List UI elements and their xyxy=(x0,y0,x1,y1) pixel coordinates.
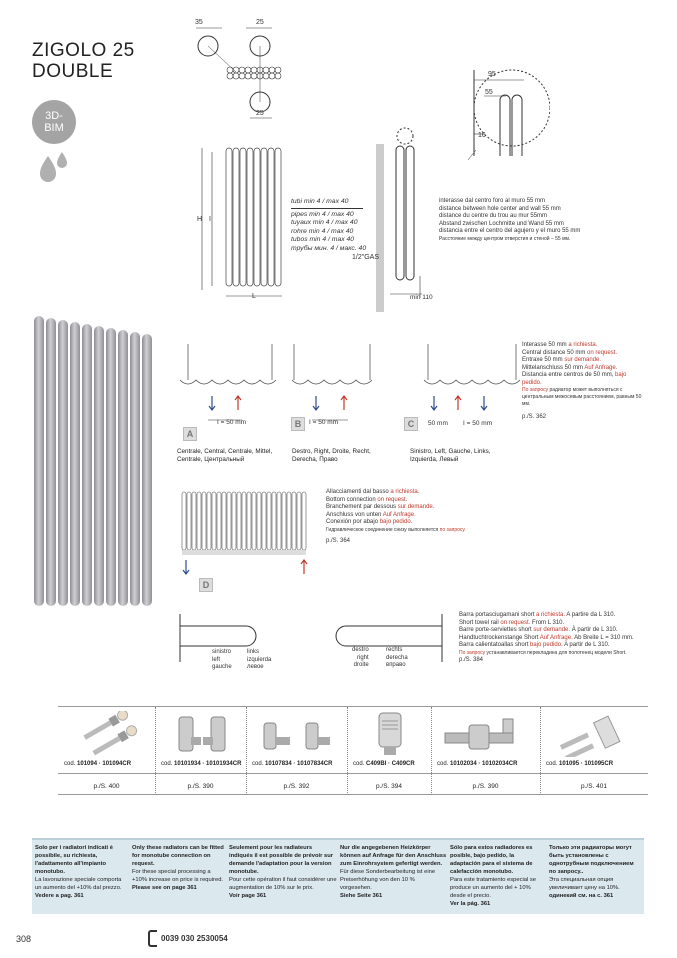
config-b-text: Destro, Right, Droite, Recht, Derecha, Право xyxy=(292,448,371,463)
interasse-line: distancia entre el centro del agujero y el muro 55 mm xyxy=(439,228,581,234)
note-es xyxy=(450,844,545,908)
towel-left-labels xyxy=(212,649,232,672)
product-ref: p./S. 394 xyxy=(375,783,403,790)
rail-label: вправо xyxy=(386,662,406,668)
dim-95: 95 xyxy=(488,71,496,78)
note-line: Entraxe 50 mm xyxy=(522,357,565,363)
rail-line-b: A partir de L 310. xyxy=(562,642,610,648)
connection-diagram-c xyxy=(422,340,522,430)
rail-label: левое xyxy=(247,664,264,670)
label-a: A xyxy=(183,427,197,441)
towel-left-labels-2 xyxy=(247,649,271,672)
rail-label: izquierda xyxy=(247,656,272,663)
note-text: For these special processing a +10% increase on price is required. xyxy=(132,869,224,883)
rail-label: right xyxy=(357,654,369,661)
min110-label: min 110 xyxy=(410,294,433,301)
note-bold: Nur die angegebenen Heizkörper können auf Anfrage für den Anschluss zum Einrohrsystem gefertigt werden. xyxy=(340,845,447,867)
d-line-red: a richiesta. xyxy=(390,489,420,495)
rail-line-red: По запросу xyxy=(459,649,486,656)
note-line: Interasse 50 mm xyxy=(522,342,569,348)
product-ref: p./S. 392 xyxy=(283,783,310,790)
product-ref: p./S. 400 xyxy=(93,783,120,790)
product-code: 101094 · 101094CR xyxy=(77,761,132,767)
dim-c2: I = 50 mm xyxy=(463,420,493,427)
tubes-line: tubos min 4 / max 40 xyxy=(291,236,355,243)
products-table xyxy=(58,706,648,795)
phone-text: 0039 030 2530054 xyxy=(161,934,228,943)
note-line: Mittelanschluss 50 mm xyxy=(522,364,585,371)
cod-prefix: cod. xyxy=(353,761,367,767)
d-ref: p./S. 364 xyxy=(326,538,351,544)
note-line-red: on request. xyxy=(587,349,618,356)
product-cell[interactable] xyxy=(58,707,156,795)
tubes-list xyxy=(291,198,366,253)
d-line: Allacciamenti dal basso xyxy=(326,489,391,495)
d-line-red: sur demande. xyxy=(397,504,435,510)
rail-line-b: устанавливается перекладина для полотенец модели Short. xyxy=(485,649,627,656)
page-title xyxy=(32,40,135,82)
interasse-line: distance du centre du trou au mur 55mm xyxy=(439,213,548,219)
note-ref: Siehe Seite 361 xyxy=(340,893,383,899)
note-text: La lavorazione speciale comporta un aumento del +10% dal prezzo. xyxy=(35,877,122,891)
note-ref: p./S. 362 xyxy=(522,414,547,420)
tubes-line: трубы мин. 4 / макс. 40 xyxy=(291,244,367,252)
product-ref: p./S. 401 xyxy=(580,783,608,790)
rail-label: destro xyxy=(352,647,369,653)
3d-bim-badge[interactable] xyxy=(32,100,76,144)
rail-line: Handtuchtrockenstange Short xyxy=(459,634,540,641)
towel-right-labels xyxy=(352,647,369,670)
product-cell[interactable] xyxy=(155,707,247,795)
note-bold: Only these radiators can be fitted for monotube connection on request. xyxy=(132,845,224,867)
rail-label: rechts xyxy=(386,647,403,653)
note-line-red: pedido. xyxy=(522,379,542,386)
rail-label: links xyxy=(247,649,260,655)
dim-16: 16 xyxy=(478,132,486,139)
note-text: Эта специальная опция увеличивает цену на 10%. xyxy=(549,877,620,891)
rail-line-b: From L 310. xyxy=(530,619,565,626)
phone-icon xyxy=(148,930,157,947)
config-c-text: Sinistro, Left, Gauche, Links, Izquierda, Левый xyxy=(410,448,491,463)
d-line: Anschluss von unten xyxy=(326,511,383,518)
d-line: Bottom connection xyxy=(326,496,378,503)
note-line-red: a richiesta. xyxy=(568,342,598,348)
product-code: 10102034 · 10102034CR xyxy=(450,761,518,767)
title-line-1: ZIGOLO 25 xyxy=(32,40,135,61)
water-drops-icon xyxy=(36,150,70,189)
cod-prefix: cod. xyxy=(64,761,78,767)
note-line-red: bajo xyxy=(615,372,627,378)
side-section-diagram xyxy=(376,126,436,316)
rail-line-b: A partire da L 310. xyxy=(565,612,616,618)
dim-I: I xyxy=(209,216,211,223)
note-line-red: По запросу xyxy=(522,387,549,393)
d-line-red: Auf Anfrage. xyxy=(382,511,416,518)
tubes-line: tubi min 4 / max 40 xyxy=(291,198,349,205)
note-ref: Please see on page 361 xyxy=(132,885,197,891)
dim-35: 35 xyxy=(195,19,203,26)
rail-line-b: À partir de L 310. xyxy=(570,627,618,633)
rail-line-red: sur demande. xyxy=(533,627,571,633)
note-line: Distancia entre centros de 50 mm, xyxy=(522,372,616,378)
d-line-red: bajo pedido. xyxy=(379,519,413,525)
product-cell[interactable] xyxy=(540,707,648,795)
product-code: C409BI · C409CR xyxy=(366,761,415,767)
phone-number[interactable] xyxy=(148,930,228,947)
dim-25b: 25 xyxy=(256,110,264,117)
note-ref: Vedere a pag. 361 xyxy=(35,893,84,899)
rail-label: derecha xyxy=(386,654,408,661)
rail-line-red: a richiesta. xyxy=(536,612,566,618)
note-line-red: Auf Anfrage. xyxy=(584,364,618,371)
note-line-red: sur demande. xyxy=(564,357,602,363)
note-it xyxy=(35,844,127,900)
product-cell[interactable] xyxy=(431,707,541,795)
towel-right-labels-2 xyxy=(386,647,408,670)
central-distance-note xyxy=(522,342,644,422)
product-ref: p./S. 390 xyxy=(187,783,214,790)
cod-prefix: cod. xyxy=(546,761,560,767)
tubes-line: pipes min 4 / max 40 xyxy=(291,210,354,218)
cod-prefix: cod. xyxy=(437,761,451,767)
dim-L: L xyxy=(252,293,256,300)
note-bold: Solo per i radiatori indicati è possibile, su richiesta, l'adattamento all'impianto monotubo. xyxy=(35,845,113,875)
rail-line: Barre porte-serviettes short xyxy=(459,627,534,633)
note-line: радиатор может выполняться с центральным межосевым расстоянием, равным 50 мм. xyxy=(522,387,642,407)
rail-line-b: Ab Breite L = 310 mm. xyxy=(572,634,634,641)
product-image xyxy=(78,711,138,757)
product-image xyxy=(375,711,405,759)
tubes-divider xyxy=(291,208,363,209)
product-image xyxy=(173,711,233,757)
product-code: 10101934 · 10101934CR xyxy=(174,761,242,767)
tubes-line: rohre min 4 / max 40 xyxy=(291,227,354,235)
interasse-line: interasse dal centro foro al muro 55 mm xyxy=(439,198,546,204)
label-c: C xyxy=(404,417,418,431)
radiator-image xyxy=(30,312,160,612)
label-d: D xyxy=(199,578,213,592)
tubes-line: tuyaux min 4 / max 40 xyxy=(291,219,358,226)
d-line: Branchement par dessous xyxy=(326,504,398,510)
rail-line-red: on request. xyxy=(500,619,531,626)
d-line-red: on request. xyxy=(377,496,408,503)
note-ref: одинекий см. на с. 361 xyxy=(549,893,614,899)
note-fr xyxy=(229,844,337,900)
interasse-line: distance between hole center and wall 55 mm xyxy=(439,205,561,212)
rail-line-red: Auf Anfrage. xyxy=(539,634,573,641)
rail-label: left xyxy=(212,656,221,663)
dim-c1: 50 mm xyxy=(428,420,448,427)
product-image xyxy=(441,711,531,757)
dim-b: I = 50 mm xyxy=(309,419,339,426)
note-bold: Seulement pour les radiateurs indiqués il est possible de prévoir sur demande l'adaptation pour la version monotube. xyxy=(229,845,334,875)
product-cell[interactable] xyxy=(246,707,348,795)
d-line: Гидравлическое соединение снизу выполняется xyxy=(326,526,440,533)
product-code: 10107834 · 10107834CR xyxy=(265,761,333,767)
cod-prefix: cod. xyxy=(252,761,266,767)
plan-diagram xyxy=(186,14,296,126)
page-number: 308 xyxy=(16,934,32,944)
d-line-red: по запросу. xyxy=(439,526,466,533)
note-text: Para este tratamiento especial se produce un aumento del + 10% desde el precio. xyxy=(450,877,537,899)
d-line: Conexión por abajo xyxy=(326,519,380,525)
rail-ref: p./S. 384 xyxy=(459,657,484,663)
note-en xyxy=(132,844,224,892)
bottom-connection-note xyxy=(326,489,526,546)
rail-line-red: bajo pedido. xyxy=(530,642,563,648)
note-ru xyxy=(549,844,641,900)
towel-rail-note xyxy=(459,612,649,665)
product-cell[interactable] xyxy=(347,707,432,795)
interasse-line: Расстояние между центром отверстия и стеной – 55 мм. xyxy=(439,235,571,242)
gas-label: 1/2"GAS xyxy=(352,254,379,261)
dim-a: I = 50 mm xyxy=(217,419,247,426)
config-a-text: Centrale, Central, Centrale, Mittel, Centrale, Центральный xyxy=(177,448,273,463)
dim-55: 55 xyxy=(485,89,493,96)
note-ref: Ver la pág. 361 xyxy=(450,901,491,907)
dim-H: H xyxy=(197,216,203,223)
interasse-line: Abstand zwischen Lochmitte und Wand 55 mm xyxy=(439,220,564,227)
rail-line: Barra portasciugamani short xyxy=(459,612,537,618)
note-bold: Sólo para estos radiadores es posible, bajo pedido, la adaptación para el sistema de calefacción monotubo. xyxy=(450,845,533,875)
product-image xyxy=(260,711,334,757)
rail-line: Barra calientatoallas short xyxy=(459,642,531,648)
product-code: 101095 · 101095CR xyxy=(559,761,614,767)
note-line: Central distance 50 mm xyxy=(522,349,588,356)
rail-label: droite xyxy=(353,662,369,668)
cod-prefix: cod. xyxy=(161,761,175,767)
product-image xyxy=(554,711,628,757)
note-text: Für diese Sonderbearbeitung ist eine Preiserhöhung von den 10 % vorgesehen. xyxy=(340,869,436,891)
rail-line: Short towel rail xyxy=(459,619,501,626)
title-line-2: DOUBLE xyxy=(32,61,114,82)
front-diagram xyxy=(196,140,296,300)
rail-label: gauche xyxy=(212,664,232,670)
rail-label: sinistro xyxy=(212,649,232,655)
badge-text: 3D- BIM xyxy=(44,110,64,134)
note-ref: Voir page 361 xyxy=(229,893,267,899)
monotube-notes xyxy=(32,838,644,914)
note-text: Pour cette opération il faut considérer une augmentation de 10% sur le prix. xyxy=(229,877,337,891)
interasse-text xyxy=(439,198,609,243)
product-ref: p./S. 390 xyxy=(472,783,499,790)
bottom-connection-diagram xyxy=(178,488,314,578)
dim-25a: 25 xyxy=(256,19,264,26)
label-b: B xyxy=(291,417,305,431)
note-bold: Только эти радиаторы могут быть установлены с однотрубным подключением по запросу.. xyxy=(549,845,634,875)
note-de xyxy=(340,844,447,900)
